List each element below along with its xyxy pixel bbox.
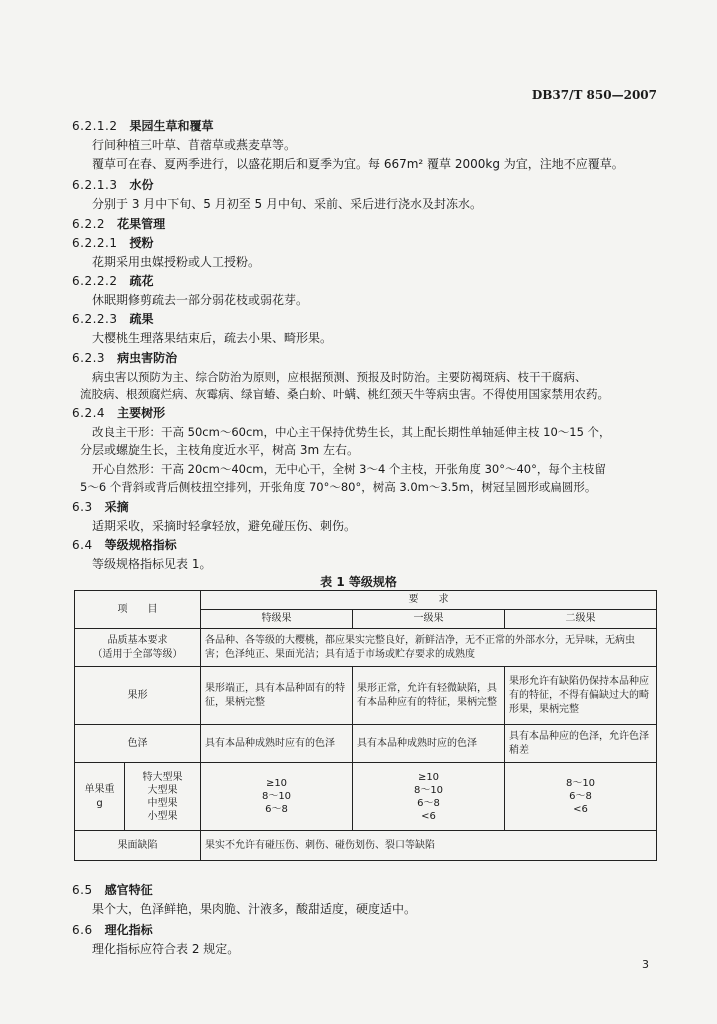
paragraph: 分别于 3 月中下旬、5 月初至 5 月中旬、采前、采后进行浇水及封冻水。 [92, 197, 482, 211]
paragraph: 花期采用虫媒授粉或人工授粉。 [92, 255, 261, 269]
weight-grade-second [505, 763, 657, 831]
weight-value: 8～10 [565, 778, 596, 789]
section-heading: 6.2.3 病虫害防治 [72, 351, 178, 365]
paragraph: 大樱桃生理落果结束后，疏去小果、畸形果。 [92, 331, 333, 345]
size-label: 大型果 [147, 784, 178, 796]
section-heading: 6.2.1.3 水份 [72, 178, 154, 192]
row-label-color: 色泽 [75, 725, 201, 763]
color-grade-special: 具有本品种成熟时应有的色泽 [201, 725, 353, 763]
table-caption: 表 1 等级规格 [320, 575, 397, 589]
paragraph: 适期采收，采摘时轻拿轻放，避免碰压伤、刺伤。 [92, 519, 357, 533]
header-grade-second: 二级果 [505, 610, 657, 629]
paragraph: 开心自然形：干高 20cm～40cm，无中心干，全树 3～4 个主枝，开张角度 30°～40°，每个主枝留 [92, 462, 606, 476]
header-requirement: 要 求 [201, 591, 657, 610]
shape-grade-first: 果形正常，允许有轻微缺陷，具有本品种应有的特征，果柄完整 [353, 667, 505, 725]
weight-value: 8～10 [261, 791, 292, 802]
weight-value: ≥10 [417, 771, 440, 783]
paragraph: 病虫害以预防为主、综合防治为原则，应根据预测、预报及时防治。主要防褐斑病、枝干干腐病、 [92, 370, 587, 384]
weight-grade-special [201, 763, 353, 831]
weight-value: 6～8 [569, 791, 592, 802]
row-label-basic: 品质基本要求 （适用于全部等级） [75, 629, 201, 667]
row-label-defect: 果面缺陷 [75, 831, 201, 861]
color-grade-first: 具有本品种成熟时应的色泽 [353, 725, 505, 763]
weight-value: <6 [421, 810, 436, 822]
weight-grade-first [353, 763, 505, 831]
page-number: 3 [642, 958, 649, 971]
paragraph: 覆草可在春、夏两季进行，以盛花期后和夏季为宜。每 667m² 覆草 2000kg 为宜，注地不应覆草。 [92, 157, 624, 171]
paragraph-continuation: 5～6 个背斜或背后侧枝扭空排列，开张角度 70°～80°，树高 3.0m～3.5m，树冠呈圆形或扁圆形。 [80, 480, 597, 494]
paragraph: 等级规格指标见表 1。 [92, 557, 212, 571]
header-grade-special: 特级果 [201, 610, 353, 629]
paragraph: 行间种植三叶草、苜蓿草或燕麦草等。 [92, 138, 297, 152]
shape-grade-second: 果形允许有缺陷仍保持本品种应有的特征，不得有偏缺过大的畸形果，果柄完整 [505, 667, 657, 725]
section-heading: 6.3 采摘 [72, 500, 129, 514]
section-heading: 6.2.2.3 疏果 [72, 312, 154, 326]
basic-requirement-text: 各品种、各等级的大樱桃，都应果实完整良好，新鲜洁净，无不正常的外部水分，无异味，无病虫害；色泽纯正、果面光洁；具有适于市场或贮存要求的成熟度 [201, 629, 657, 667]
weight-value: 6～8 [417, 797, 440, 809]
header-grade-first: 一级果 [353, 610, 505, 629]
defect-text: 果实不允许有碰压伤、刺伤、碰伤划伤、裂口等缺陷 [201, 831, 657, 861]
paragraph: 改良主干形：干高 50cm～60cm，中心主干保持优势生长，其上配长期性单轴延伸主枝 10～15 个， [92, 425, 611, 439]
section-heading: 6.5 感官特征 [72, 883, 153, 897]
paragraph: 理化指标应符合表 2 规定。 [92, 942, 240, 956]
section-heading: 6.2.4 主要树形 [72, 406, 166, 420]
section-heading: 6.2.1.2 果园生草和覆草 [72, 119, 214, 133]
weight-value: <6 [573, 804, 588, 815]
paragraph-continuation: 分层或螺旋生长，主枝角度近水平，树高 3m 左右。 [80, 443, 359, 457]
size-label: 小型果 [147, 810, 178, 822]
row-label-weight: 单果重 g [75, 763, 125, 831]
weight-value: 8～10 [413, 784, 444, 796]
weight-value: ≥10 [265, 778, 288, 789]
paragraph: 果个大，色泽鲜艳，果肉脆、汁液多，酸甜适度，硬度适中。 [92, 902, 417, 916]
size-label: 特大型果 [142, 771, 183, 783]
shape-grade-special: 果形端正，具有本品种固有的特征，果柄完整 [201, 667, 353, 725]
section-heading: 6.2.2 花果管理 [72, 217, 166, 231]
section-heading: 6.4 等级规格指标 [72, 538, 177, 552]
paragraph-continuation: 流胶病、根颈腐烂病、灰霉病、绿盲蝽、桑白蚧、叶螨、桃红颈天牛等病虫害。不得使用国家禁用农药。 [80, 387, 609, 401]
section-heading: 6.2.2.2 疏花 [72, 274, 154, 288]
weight-value: 6～8 [265, 804, 288, 815]
paragraph: 休眠期修剪疏去一部分弱花枝或弱花芽。 [92, 293, 309, 307]
header-item: 项 目 [75, 591, 201, 629]
section-heading: 6.6 理化指标 [72, 923, 153, 937]
standard-number: DB37/T 850—2007 [531, 88, 657, 102]
size-label: 中型果 [147, 797, 178, 809]
weight-size-labels [125, 763, 201, 831]
section-heading: 6.2.2.1 授粉 [72, 236, 154, 250]
color-grade-second: 具有本品种应的色泽，允许色泽稍差 [505, 725, 657, 763]
grade-spec-table [74, 590, 657, 861]
row-label-shape: 果形 [75, 667, 201, 725]
